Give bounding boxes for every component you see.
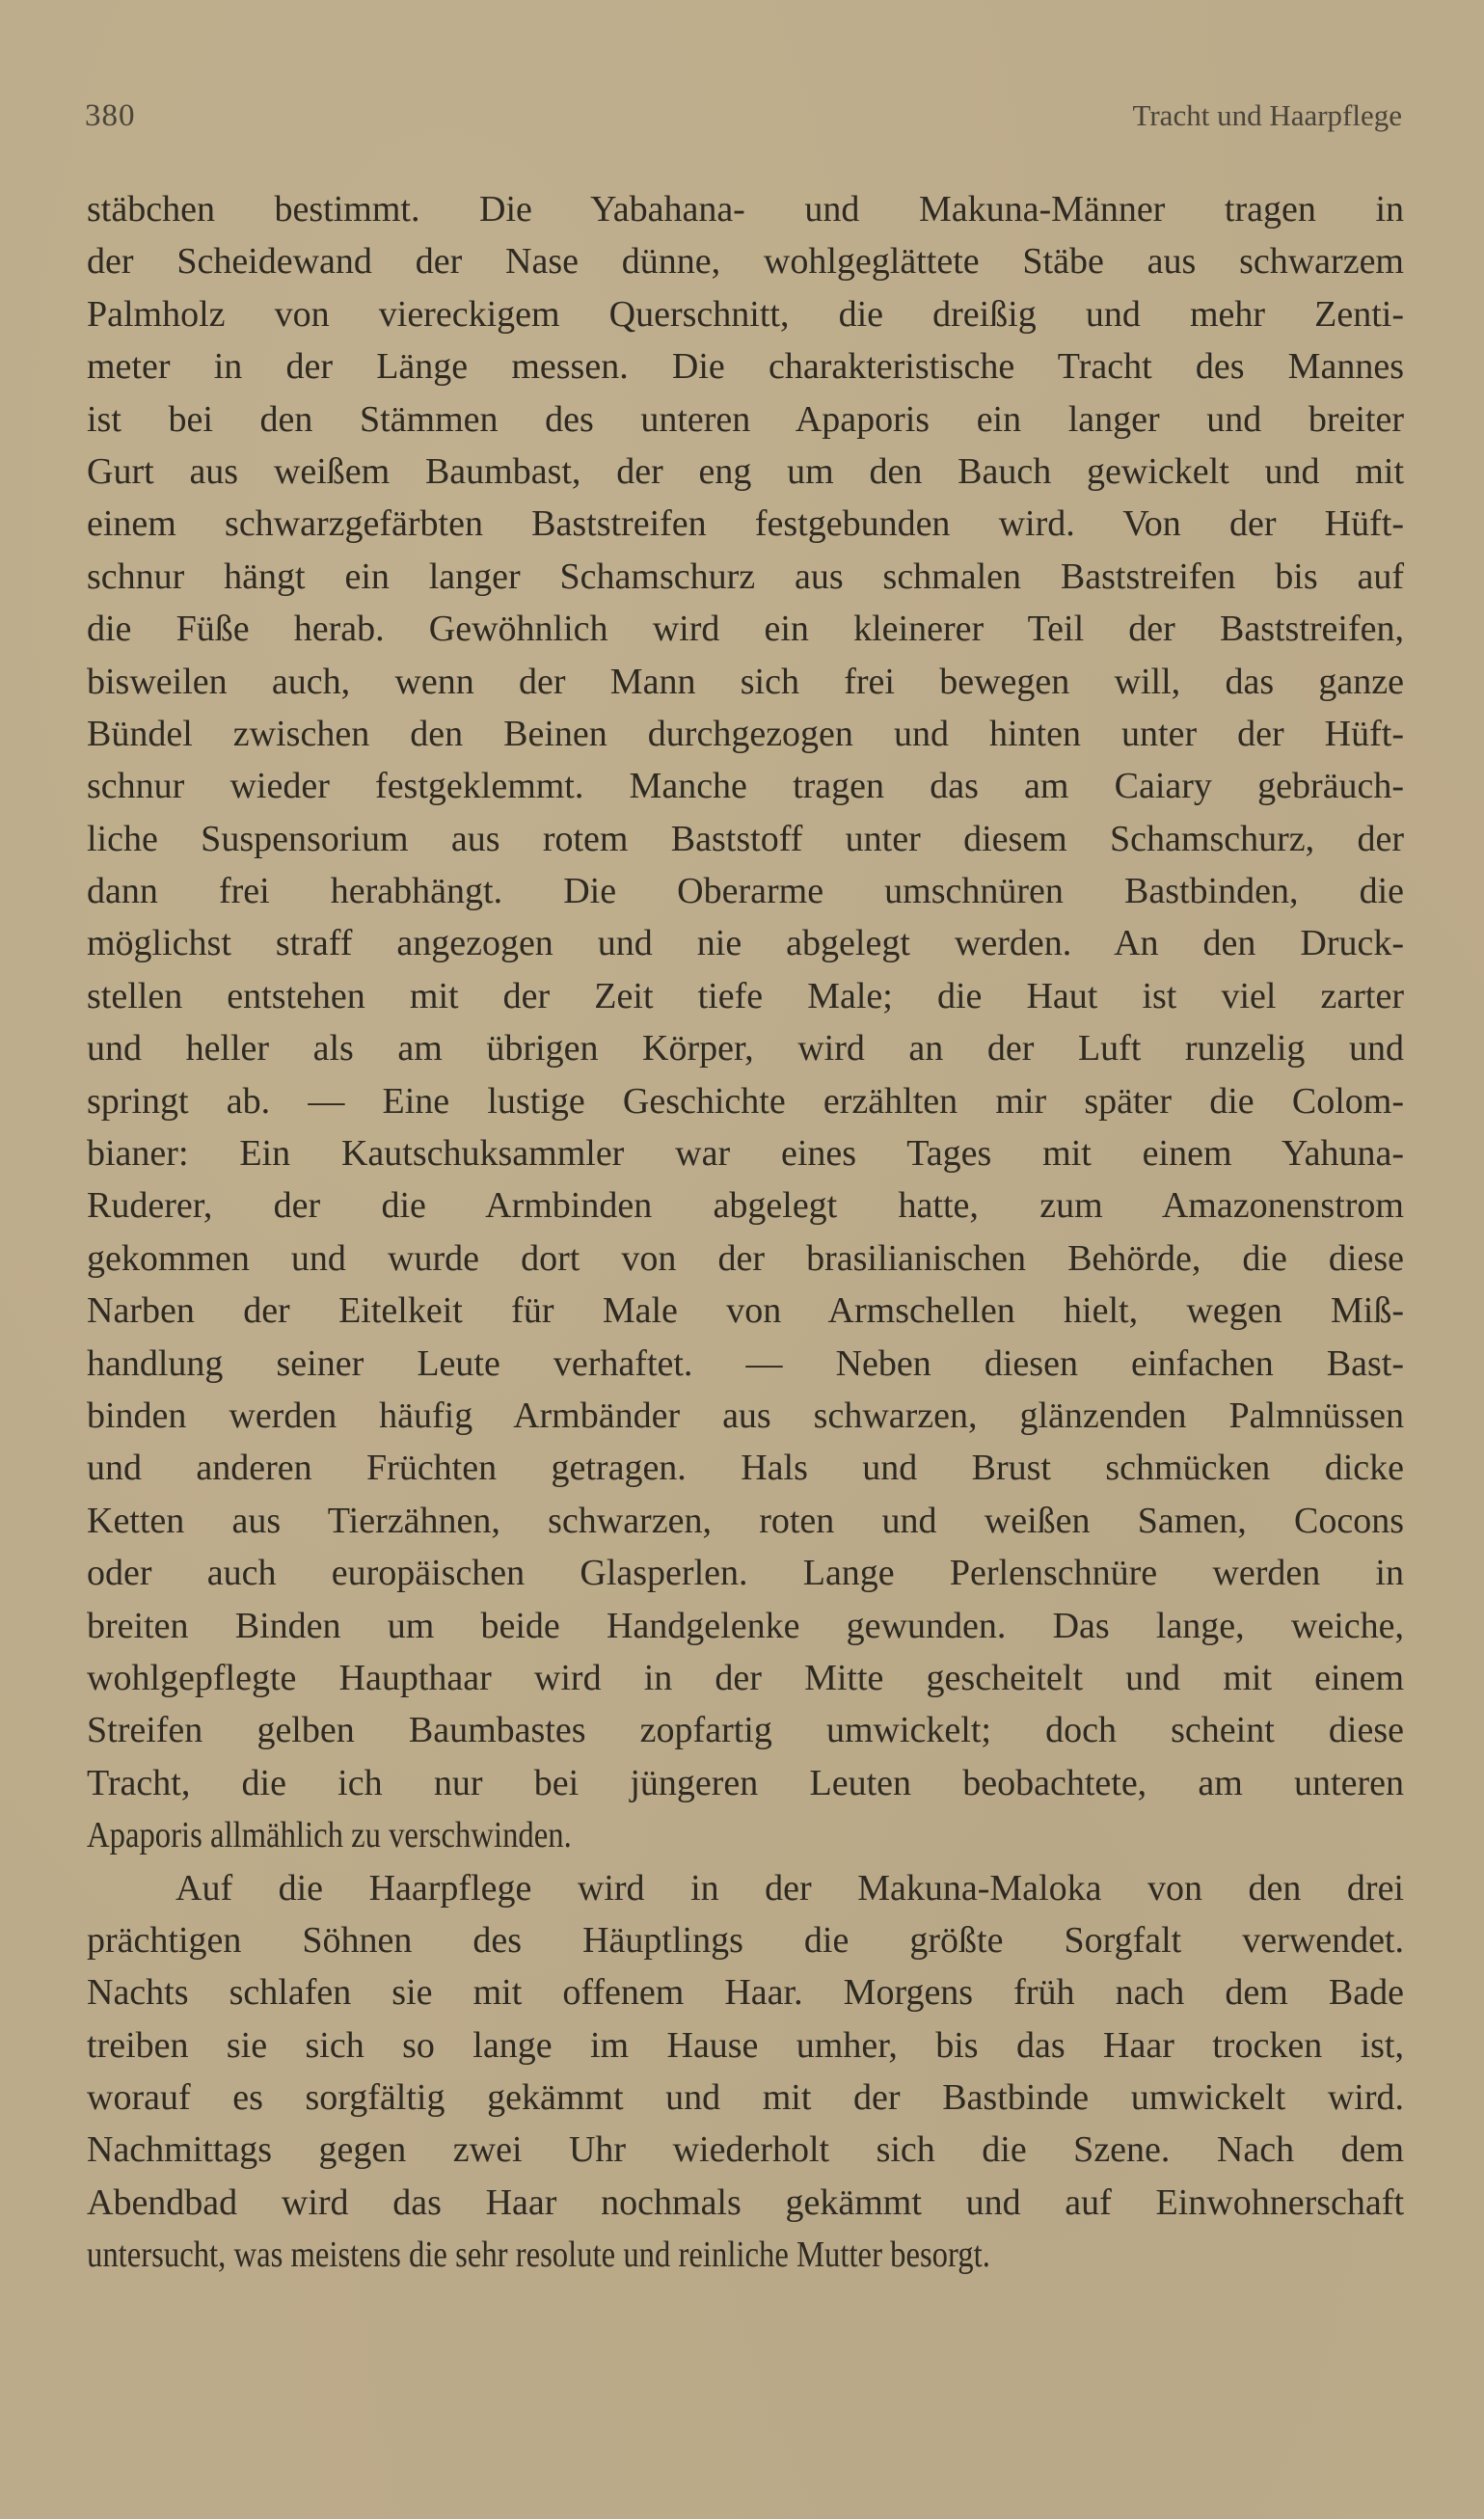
text-line: breiten Binden um beide Handgelenke gewunden. Das lange, weiche, — [87, 1605, 1404, 1646]
text-line: Abendbad wird das Haar nochmals gekämmt und auf Einwohnerschaft — [87, 2181, 1404, 2223]
text-line: Bündel zwischen den Beinen durchgezogen und hinten unter der Hüft- — [87, 713, 1404, 754]
text-line: bisweilen auch, wenn der Mann sich frei bewegen will, das ganze — [87, 661, 1404, 702]
text-line: bianer: Ein Kautschuksammler war eines Tages mit einem Yahuna- — [87, 1133, 1404, 1175]
running-header — [85, 95, 1402, 137]
text-line: die Füße herab. Gewöhnlich wird ein kleinerer Teil der Baststreifen, — [87, 609, 1404, 650]
text-line: oder auch europäischen Glasperlen. Lange Perlenschnüre werden in — [87, 1553, 1404, 1594]
text-line: möglichst straff angezogen und nie abgelegt werden. An den Druck- — [87, 923, 1404, 964]
text-line: stellen entstehen mit der Zeit tiefe Male; die Haut ist viel zarter — [87, 975, 1404, 1016]
text-line: Ketten aus Tierzähnen, schwarzen, roten und weißen Samen, Cocons — [87, 1500, 1404, 1541]
page-number: 380 — [85, 98, 136, 133]
text-line: Ruderer, der die Armbinden abgelegt hatte, zum Amazonenstrom — [87, 1185, 1404, 1227]
text-line: binden werden häufig Armbänder aus schwarzen, glänzenden Palmnüssen — [87, 1395, 1404, 1436]
text-line: Nachmittags gegen zwei Uhr wiederholt sich die Szene. Nach dem — [87, 2129, 1404, 2171]
text-line: treiben sie sich so lange im Hause umher, bis das Haar trocken ist, — [87, 2024, 1404, 2066]
text-line: schnur wieder festgeklemmt. Manche tragen das am Caiary gebräuch- — [87, 766, 1404, 807]
text-line: schnur hängt ein langer Schamschurz aus schmalen Baststreifen bis auf — [87, 555, 1404, 597]
text-line: Nachts schlafen sie mit offenem Haar. Morgens früh nach dem Bade — [87, 1972, 1404, 2014]
paragraph — [87, 183, 1404, 1862]
text-line: der Scheidewand der Nase dünne, wohlgeglättete Stäbe aus schwarzem — [87, 241, 1404, 283]
text-line: worauf es sorgfältig gekämmt und mit der Bastbinde umwickelt wird. — [87, 2077, 1404, 2119]
text-line: Narben der Eitelkeit für Male von Armschellen hielt, wegen Miß- — [87, 1290, 1404, 1332]
text-line: stäbchen bestimmt. Die Yabahana- und Makuna-Männer tragen in — [87, 189, 1404, 230]
text-line: meter in der Länge messen. Die charakteristische Tracht des Mannes — [87, 346, 1404, 388]
text-line: springt ab. — Eine lustige Geschichte erzählten mir später die Colom- — [87, 1080, 1404, 1122]
text-line: handlung seiner Leute verhaftet. — Neben diesen einfachen Bast- — [87, 1342, 1404, 1384]
text-line: gekommen und wurde dort von der brasilianischen Behörde, die diese — [87, 1237, 1404, 1279]
paragraph — [87, 1862, 1404, 2282]
text-line: Auf die Haarpflege wird in der Makuna-Maloka von den drei — [175, 1867, 1404, 1909]
text-line: untersucht, was meistens die sehr resolute und reinliche Mutter besorgt. — [87, 2235, 990, 2276]
text-line: ist bei den Stämmen des unteren Apaporis ein langer und breiter — [87, 398, 1404, 440]
text-line: Tracht, die ich nur bei jüngeren Leuten beobachtete, am unteren — [87, 1762, 1404, 1803]
text-line: Apaporis allmählich zu verschwinden. — [87, 1815, 572, 1856]
text-line: und heller als am übrigen Körper, wird an der Luft runzelig und — [87, 1028, 1404, 1070]
text-line: wohlgepflegte Haupthaar wird in der Mitte gescheitelt und mit einem — [87, 1657, 1404, 1698]
body-text — [87, 183, 1404, 2282]
text-line: einem schwarzgefärbten Baststreifen festgebunden wird. Von der Hüft- — [87, 503, 1404, 545]
text-line: und anderen Früchten getragen. Hals und Brust schmücken dicke — [87, 1448, 1404, 1489]
text-line: dann frei herabhängt. Die Oberarme umschnüren Bastbinden, die — [87, 871, 1404, 912]
running-section-title: Tracht und Haarpflege — [1132, 98, 1402, 132]
text-line: Streifen gelben Baumbastes zopfartig umwickelt; doch scheint diese — [87, 1710, 1404, 1751]
text-line: liche Suspensorium aus rotem Baststoff unter diesem Schamschurz, der — [87, 818, 1404, 859]
text-line: prächtigen Söhnen des Häuptlings die größte Sorgfalt verwendet. — [87, 1919, 1404, 1961]
text-line: Gurt aus weißem Baumbast, der eng um den Bauch gewickelt und mit — [87, 450, 1404, 492]
text-line: Palmholz von viereckigem Querschnitt, die dreißig und mehr Zenti- — [87, 293, 1404, 335]
